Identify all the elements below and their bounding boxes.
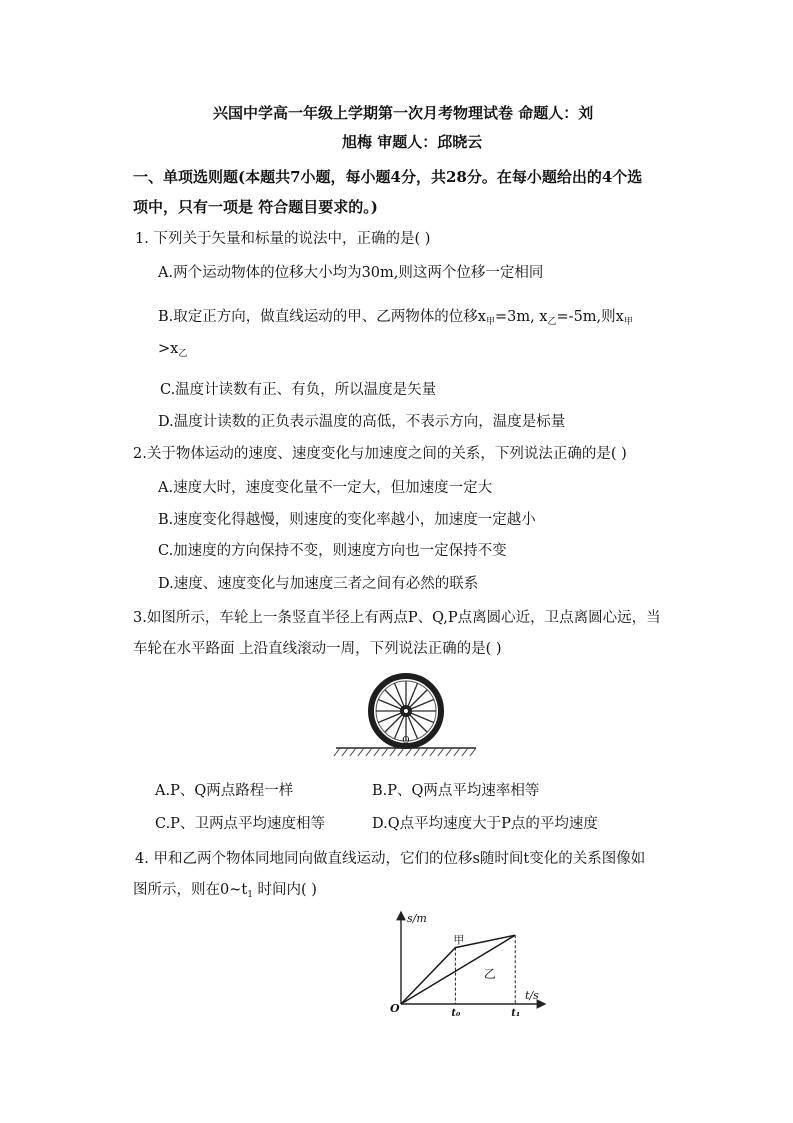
ground-hatching (334, 748, 476, 756)
series-label-jia: 甲 (453, 933, 465, 947)
tick-label-t1: t₁ (511, 1008, 521, 1018)
section-heading-line1: 一、单项选则题(本题共7小题，每小题4分，共28分。在每小题给出的4个选 (133, 168, 643, 186)
section-heading-line2: 项中，只有一项是 符合题目要求的。) (133, 198, 378, 216)
q1-option-b-text3: =-5m,则x (556, 309, 624, 325)
wheel-point-label: Q (402, 736, 410, 746)
q1-option-b-cont-text: >x (158, 341, 179, 357)
q2-option-c: C.加速度的方向保持不变，则速度方向也一定保持不变 (158, 543, 507, 559)
q1-option-b-sub3: 甲 (623, 317, 633, 327)
q3-stem-line1: 3.如图所示，车轮上一条竖直半径上有两点P、Q,P点离圆心近，卫点离圆心远，当 (133, 610, 661, 626)
q4-stem-line1: 4. 甲和乙两个物体同地同向做直线运动，它们的位移s随时间t变化的关系图像如 (135, 851, 646, 867)
q2-stem: 2.关于物体运动的速度、速度变化与加速度之间的关系，下列说法正确的是( ) (133, 446, 627, 462)
q1-option-b-cont-sub: 乙 (178, 349, 188, 359)
q1-option-d: D.温度计读数的正负表示温度的高低，不表示方向，温度是标量 (158, 414, 566, 430)
q1-option-b-cont (158, 339, 187, 364)
q3-option-b: B.P、Q两点平均速率相等 (372, 783, 540, 799)
q1-option-b-sub1: 甲 (485, 317, 495, 327)
y-axis-label: s/m (407, 912, 427, 925)
q4-stem-line2-sub: 1 (247, 890, 253, 900)
q1-option-c: C.温度计读数有正、有负，所以温度是矢量 (160, 382, 437, 398)
series-label-yi: 乙 (483, 966, 496, 981)
x-axis-label: t/s (525, 989, 539, 1002)
q3-option-a: A.P、Q两点路程一样 (155, 783, 294, 799)
q3-option-d: D.Q点平均速度大于P点的平均速度 (372, 816, 598, 832)
tick-label-t0: t₀ (451, 1008, 461, 1018)
q4-stem-line2 (133, 880, 317, 905)
q1-option-b-sub2: 乙 (547, 317, 557, 327)
q4-stem-line2-tail: 时间内( ) (252, 882, 317, 898)
q1-option-a: A.两个运动物体的位移大小均为30m,则这两个位移一定相同 (158, 265, 544, 281)
origin-label: O (390, 1002, 400, 1015)
q1-stem: 1. 下列关于矢量和标量的说法中，正确的是( ) (135, 231, 431, 247)
exam-title-line1: 兴国中学高一年级上学期第一次月考物理试卷 命题人：刘 (213, 104, 594, 122)
st-graph (385, 908, 555, 1018)
q4-stem-line2-text: 图所示，则在0~t (133, 882, 248, 898)
q2-option-d: D.速度、速度变化与加速度三者之间有必然的联系 (158, 576, 479, 592)
q3-option-c: C.P、卫两点平均速度相等 (155, 816, 325, 832)
q2-option-b: B.速度变化得越慢，则速度的变化率越小，加速度一定越小 (158, 512, 536, 528)
q1-option-b (158, 307, 633, 332)
q1-option-b-text1: B.取定正方向，做直线运动的甲、乙两物体的位移x (158, 309, 486, 325)
q3-stem-line2: 车轮在水平路面 上沿直线滚动一周，下列说法正确的是( ) (133, 641, 502, 657)
q1-option-b-text2: =3m, x (494, 309, 548, 325)
exam-title-line2: 旭梅 审题人：邱晓云 (342, 133, 483, 151)
wheel-axle (404, 709, 408, 713)
wheel-figure (330, 668, 480, 764)
q2-option-a: A.速度大时，速度变化量不一定大，但加速度一定大 (158, 480, 493, 496)
